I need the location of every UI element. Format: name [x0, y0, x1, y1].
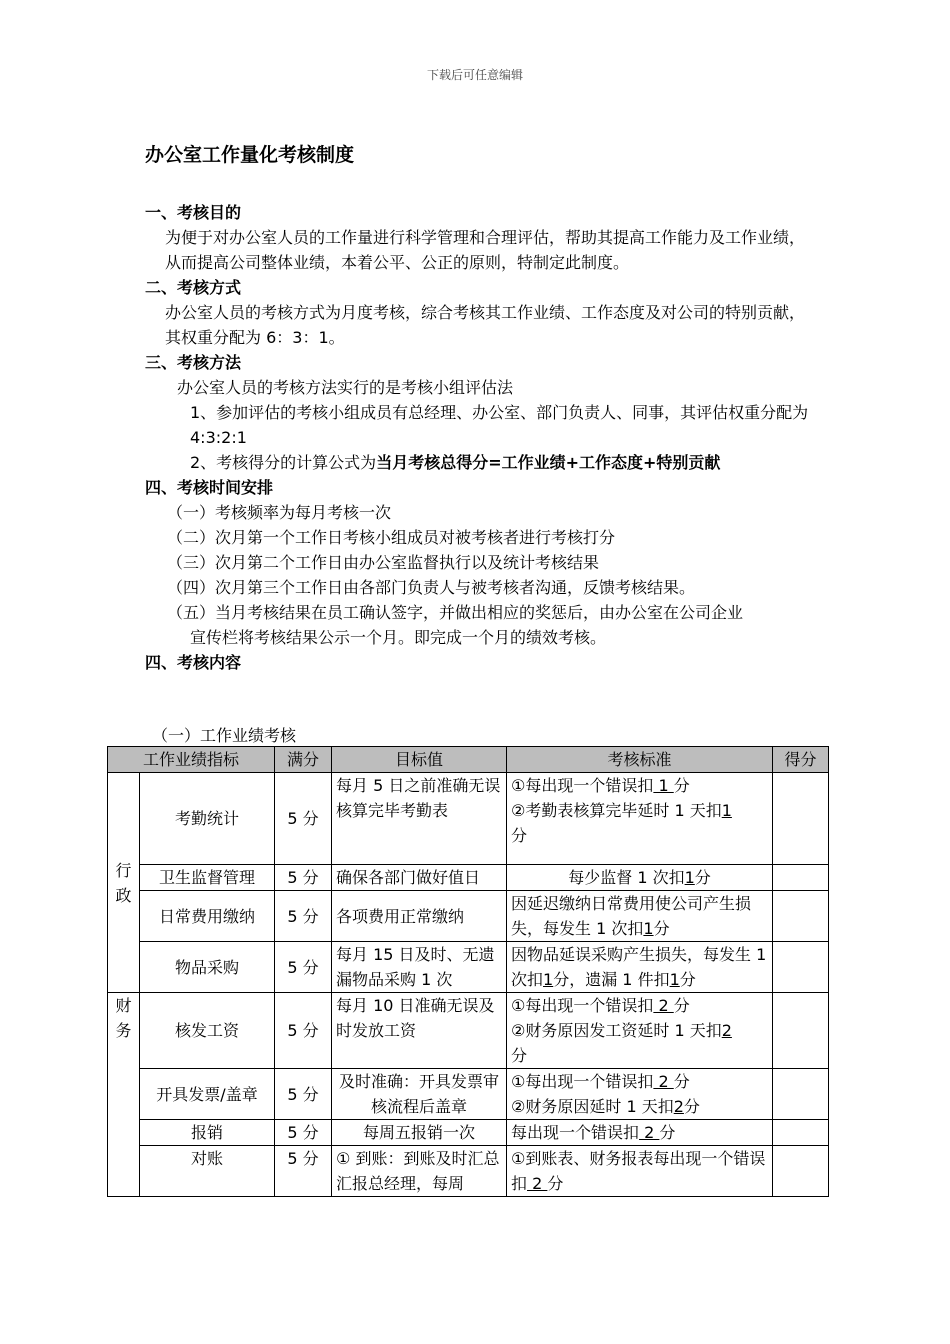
standard-text: ①每出现一个错误扣: [511, 996, 654, 1015]
standard-text: 每出现一个错误扣: [511, 1123, 640, 1142]
indicator-cell: 日常费用缴纳: [140, 891, 275, 942]
standard-cell: [507, 773, 773, 865]
indicator-cell: 对账: [140, 1146, 275, 1197]
full-score-cell: 5 分: [275, 1069, 332, 1120]
deduction-value: 2: [639, 1123, 660, 1142]
schedule-item: （二）次月第一个工作日考核小组成员对被考核者进行考核打分: [167, 528, 616, 547]
standard-text: 分: [673, 776, 690, 795]
approach-item-1-text: 1、参加评估的考核小组成员有总经理、办公室、部门负责人、同事，其评估权重分配为 4:3:2:1: [190, 403, 809, 447]
section-heading-schedule: 四、考核时间安排: [145, 478, 274, 497]
indicator-cell: 考勤统计: [140, 773, 275, 865]
table-row: [108, 773, 829, 865]
deduction-value: 2: [653, 1072, 674, 1091]
standard-text: ①每出现一个错误扣: [511, 1072, 654, 1091]
performance-table: [107, 746, 829, 1197]
schedule-item: （四）次月第三个工作日由各部门负责人与被考核者沟通，反馈考核结果。: [167, 578, 696, 597]
deduction-value: 1: [684, 868, 695, 887]
col-header-standard: 考核标准: [507, 747, 773, 773]
schedule-item: （五）当月考核结果在员工确认签字，并做出相应的奖惩后，由办公室在公司企业: [167, 603, 744, 622]
standard-cell: [507, 942, 773, 993]
indicator-cell: 物品采购: [140, 942, 275, 993]
deduction-value: 1: [643, 919, 654, 938]
deduction-value: 2: [527, 1174, 548, 1193]
score-cell: [773, 993, 829, 1069]
standard-text: ②考勤表核算完毕延时 1 天扣: [511, 801, 722, 820]
target-cell: 每月 10 日准确无误及时发放工资: [332, 993, 507, 1069]
table-row: [108, 1120, 829, 1146]
table-header-row: [108, 747, 829, 773]
full-score-cell: 5 分: [275, 891, 332, 942]
score-cell: [773, 773, 829, 865]
approach-item-2: [145, 450, 815, 475]
section-heading-approach: 三、考核方法: [145, 353, 242, 372]
standard-cell: [507, 1069, 773, 1120]
deduction-value: 2: [673, 1097, 684, 1116]
standard-text: 每少监督 1 次扣: [568, 868, 685, 887]
score-cell: [773, 891, 829, 942]
standard-text: 分: [547, 1174, 564, 1193]
group-label-finance: [108, 993, 140, 1197]
col-header-indicator: 工作业绩指标: [108, 747, 275, 773]
indicator-cell: 报销: [140, 1120, 275, 1146]
full-score-cell: 5 分: [275, 865, 332, 891]
table-row: [108, 942, 829, 993]
group-admin-text: 行政: [115, 860, 132, 905]
standard-cell: [507, 1146, 773, 1197]
target-cell: 每月 15 日及时、无遗漏物品采购 1 次: [332, 942, 507, 993]
deduction-value: 1: [669, 970, 680, 989]
standard-text: ①每出现一个错误扣: [511, 776, 654, 795]
deduction-value: 2: [721, 1021, 732, 1040]
target-cell: 确保各部门做好值日: [332, 865, 507, 891]
standard-text: 分: [683, 1097, 700, 1116]
table-row: [108, 891, 829, 942]
standard-text: 因延迟缴纳日常费用使公司产生损失，每发生 1 次扣: [511, 894, 752, 938]
score-cell: [773, 865, 829, 891]
deduction-value: 1: [721, 801, 732, 820]
deduction-value: 1: [653, 776, 674, 795]
standard-text: 分: [659, 1123, 676, 1142]
section-heading-purpose: 一、考核目的: [145, 203, 242, 222]
schedule-item: （三）次月第二个工作日由办公室监督执行以及统计考核结果: [167, 553, 600, 572]
target-cell: 每周五报销一次: [332, 1120, 507, 1146]
target-cell: 各项费用正常缴纳: [332, 891, 507, 942]
target-cell: ① 到账：到账及时汇总汇报总经理，每周: [332, 1146, 507, 1197]
target-cell: 及时准确：开具发票审核流程后盖章: [332, 1069, 507, 1120]
section-text-purpose: 为便于对办公室人员的工作量进行科学管理和合理评估，帮助其提高工作能力及工作业绩，从而提高公司整体业绩，本着公平、公正的原则，特制定此制度。: [165, 228, 806, 272]
score-formula: 当月考核总得分=工作业绩+工作态度+特别贡献: [376, 453, 721, 472]
standard-text: 分: [511, 1046, 528, 1065]
standard-text: ②财务原因延时 1 天扣: [511, 1097, 674, 1116]
standard-text: 分: [673, 996, 690, 1015]
full-score-cell: 5 分: [275, 773, 332, 865]
col-header-score: 得分: [773, 747, 829, 773]
page-header: 下载后可任意编辑: [426, 68, 523, 82]
group-label-admin: [108, 773, 140, 993]
section-heading-content: 四、考核内容: [145, 653, 242, 672]
document-title: 办公室工作量化考核制度: [145, 144, 355, 166]
table-row: [108, 1146, 829, 1197]
col-header-target: 目标值: [332, 747, 507, 773]
score-cell: [773, 942, 829, 993]
score-cell: [773, 1146, 829, 1197]
deduction-value: 2: [653, 996, 674, 1015]
document-body: [145, 200, 815, 675]
standard-text: 分: [679, 970, 696, 989]
approach-item-2-prefix: 2、考核得分的计算公式为: [190, 453, 377, 472]
full-score-cell: 5 分: [275, 942, 332, 993]
table-title: （一）工作业绩考核: [152, 726, 297, 745]
indicator-cell: 卫生监督管理: [140, 865, 275, 891]
standard-cell: [507, 891, 773, 942]
approach-item-1: [145, 400, 815, 450]
deduction-value: 1: [543, 970, 554, 989]
score-cell: [773, 1120, 829, 1146]
standard-text: 分: [694, 868, 711, 887]
score-cell: [773, 1069, 829, 1120]
full-score-cell: 5 分: [275, 993, 332, 1069]
section-heading-method: 二、考核方式: [145, 278, 242, 297]
schedule-item-continued: 宣传栏将考核结果公示一个月。即完成一个月的绩效考核。: [190, 628, 607, 647]
table-row: [108, 1069, 829, 1120]
group-finance-text: 财务: [115, 996, 132, 1040]
standard-cell: [507, 1120, 773, 1146]
standard-text: 因物品延误采购产生损失，每发生 1 次扣: [511, 945, 767, 989]
table-row: [108, 865, 829, 891]
indicator-cell: 核发工资: [140, 993, 275, 1069]
schedule-item: （一）考核频率为每月考核一次: [167, 503, 392, 522]
standard-cell: [507, 993, 773, 1069]
section-text-approach: 办公室人员的考核方法实行的是考核小组评估法: [177, 378, 514, 397]
indicator-cell: 开具发票/盖章: [140, 1069, 275, 1120]
standard-text: 分: [511, 826, 528, 845]
target-cell: 每月 5 日之前准确无误核算完毕考勤表: [332, 773, 507, 865]
standard-text: 分: [673, 1072, 690, 1091]
table-row: [108, 993, 829, 1069]
standard-text: 分，遗漏 1 件扣: [553, 970, 670, 989]
standard-text: ②财务原因发工资延时 1 天扣: [511, 1021, 722, 1040]
col-header-full-score: 满分: [275, 747, 332, 773]
full-score-cell: 5 分: [275, 1146, 332, 1197]
standard-text: ①到账表、财务报表每出现一个错误扣: [511, 1149, 766, 1193]
full-score-cell: 5 分: [275, 1120, 332, 1146]
standard-text: 分: [653, 919, 670, 938]
section-text-method: 办公室人员的考核方式为月度考核，综合考核其工作业绩、工作态度及对公司的特别贡献，其权重分配为 6：3：1。: [165, 303, 806, 347]
standard-cell: [507, 865, 773, 891]
